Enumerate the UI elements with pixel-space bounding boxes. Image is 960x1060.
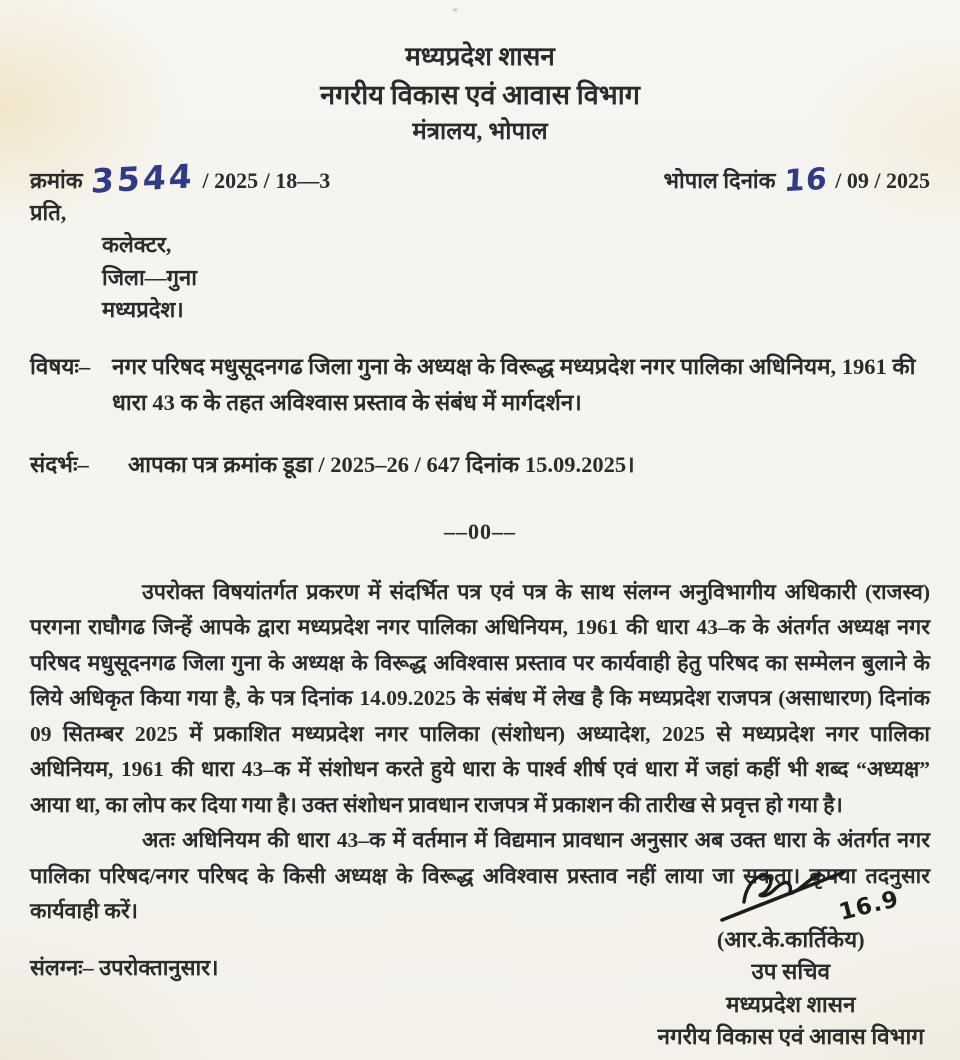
addressee-block bbox=[30, 197, 930, 327]
letter-number-label: क्रमांक bbox=[30, 167, 83, 193]
signatory-org-department: नगरीय विकास एवं आवास विभाग bbox=[657, 1024, 924, 1050]
addressee-line: कलेक्टर, bbox=[102, 232, 172, 258]
subject-label: विषयः– bbox=[30, 353, 91, 379]
letterhead-office: मंत्रालय, भोपाल bbox=[412, 118, 548, 145]
letter-number-group bbox=[30, 155, 331, 201]
section-separator: ––00–– bbox=[444, 518, 516, 544]
reference-text: आपका पत्र क्रमांक डूडा / 2025–26 / 647 दिनांक 15.09.2025। bbox=[128, 451, 635, 477]
addressee-salutation: प्रति, bbox=[30, 199, 67, 225]
enclosure-line: संलग्नः– उपरोक्तानुसार। bbox=[30, 954, 219, 980]
date-printed: / 09 / 2025 bbox=[835, 167, 930, 193]
signature-scrawl bbox=[657, 862, 924, 928]
reference-block bbox=[30, 448, 930, 479]
signature-date-mark: 16.9 bbox=[836, 885, 903, 926]
reference-number-row bbox=[30, 155, 930, 201]
letterhead-government: मध्यप्रदेश शासन bbox=[405, 42, 555, 71]
letterhead bbox=[30, 38, 930, 150]
addressee-line: मध्यप्रदेश। bbox=[102, 297, 184, 323]
signatory-designation: उप सचिव bbox=[751, 959, 831, 985]
reference-label: संदर्भः– bbox=[30, 451, 89, 477]
letter-date-group bbox=[663, 161, 930, 199]
addressee-line: जिला—गुना bbox=[102, 264, 197, 290]
subject-block bbox=[30, 349, 930, 422]
letterhead-department: नगरीय विकास एवं आवास विभाग bbox=[320, 79, 640, 110]
date-day-handwritten: 16 bbox=[782, 161, 829, 199]
body-paragraph-1: उपरोक्त विषयांतर्गत प्रकरण में संदर्भित पत्र एवं पत्र के साथ संलग्न अनुविभागीय अधिकारी (राजस्व) परगना राघौगढ जिन्हें आपके द्वारा मध्यप्रदेश नगर पालिका अधिनियम, 1961 की धारा 43–क के अंतर्गत अध्यक्ष नगर परिषद मधुसूदनगढ जिला गुना के अध्यक्ष के विरूद्ध अविश्वास प्रस्ताव पर कार्यवाही हेतु परिषद का सम्मेलन बुलाने के लिये अधिकृत किया गया है, के पत्र दिनांक 14.09.2025 के संबंध में लेख है कि मध्यप्रदेश राजपत्र (असाधारण) दिनांक 09 सितम्बर 2025 में प्रकाशित मध्यप्रदेश नगर पालिका (संशोधन) अध्यादेश, 2025 से मध्यप्रदेश नगर पालिका अधिनियम, 1961 की धारा 43–क में संशोधन करते हुये धारा के पार्श्व शीर्ष एवं धारा में जहां कहीं भी शब्द “अध्यक्ष” आया था, का लोप कर दिया गया है। उक्त संशोधन प्रावधान राजपत्र में प्रकाशन की तारीख से प्रवृत्त हो गया है। bbox=[30, 579, 930, 817]
letter-number-handwritten: 3544 bbox=[89, 155, 196, 201]
signature-block bbox=[657, 862, 924, 1055]
place-date-label: भोपाल दिनांक bbox=[663, 167, 776, 193]
scan-artifact-dot: * bbox=[452, 4, 458, 18]
signatory-name: (आर.के.कार्तिकेय) bbox=[716, 926, 865, 952]
body-paragraph-2: अतः अधिनियम की धारा 43–क में वर्तमान में विद्यमान प्रावधान अनुसार अब उक्त धारा के अंतर्गत नगर पालिका परिषद/नगर परिषद के किसी अध्यक्ष के विरूद्ध अविश्वास प्रस्ताव नहीं लाया जा सकता। कृपया तदनुसार कार्यवाही करें। bbox=[30, 828, 930, 924]
letter-number-printed: / 2025 / 18—3 bbox=[202, 167, 331, 193]
signatory-org-government: मध्यप्रदेश शासन bbox=[725, 991, 856, 1017]
subject-text: नगर परिषद मधुसूदनगढ जिला गुना के अध्यक्ष के विरूद्ध मध्यप्रदेश नगर पालिका अधिनियम, 1961 की धारा 43 क के तहत अविश्वास प्रस्ताव के संबंध में मार्गदर्शन। bbox=[112, 353, 916, 416]
